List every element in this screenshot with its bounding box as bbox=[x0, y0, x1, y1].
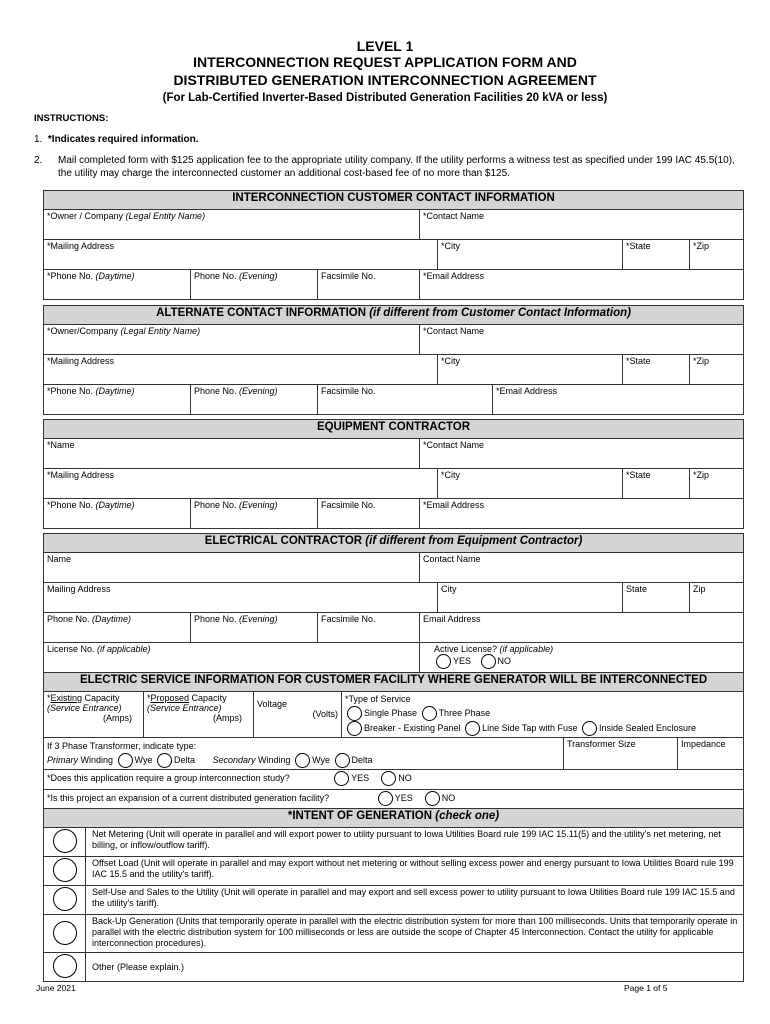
intent-option-checkbox[interactable] bbox=[44, 953, 86, 982]
city-field[interactable]: City bbox=[438, 583, 623, 613]
intent-of-generation-table bbox=[43, 808, 744, 982]
electric-service-table bbox=[43, 672, 744, 810]
impedance-field[interactable]: Impedance bbox=[678, 738, 744, 770]
footer-page-number: Page 1 of 5 bbox=[624, 983, 668, 993]
phone-daytime-field[interactable]: *Phone No. (Daytime) bbox=[44, 499, 191, 529]
zip-field[interactable]: *Zip bbox=[690, 240, 744, 270]
voltage-field[interactable]: Voltage (Volts) bbox=[254, 692, 342, 738]
contact-name-field[interactable]: Contact Name bbox=[420, 553, 744, 583]
license-field[interactable]: License No. (if applicable) bbox=[44, 643, 420, 673]
name-field[interactable]: Name bbox=[44, 553, 420, 583]
section-title: INTERCONNECTION CUSTOMER CONTACT INFORMATION bbox=[44, 191, 744, 210]
email-field[interactable]: Email Address bbox=[420, 613, 744, 643]
breaker-existing-panel-radio[interactable] bbox=[347, 721, 362, 736]
city-field[interactable]: *City bbox=[438, 469, 623, 499]
section-title: ELECTRIC SERVICE INFORMATION FOR CUSTOMER FACILITY WHERE GENERATOR WILL BE INTERCONNECTED bbox=[44, 673, 744, 692]
group-study-question: *Does this application require a group interconnection study? YES NO bbox=[44, 770, 744, 790]
fax-field[interactable]: Facsimile No. bbox=[318, 385, 493, 415]
mailing-address-field[interactable]: *Mailing Address bbox=[44, 469, 438, 499]
section-title: ALTERNATE CONTACT INFORMATION (if different from Customer Contact Information) bbox=[44, 306, 744, 325]
instruction-2: 2. Mail completed form with $125 application fee to the appropriate utility company. If the utility performs a witness test as specified under 199 IAC 45.5(10), the utility may charge the interconnected customer an additional cost-based fee of no more than $125. bbox=[34, 155, 735, 179]
owner-company-field[interactable]: *Owner / Company (Legal Entity Name) bbox=[44, 210, 420, 240]
zip-field[interactable]: *Zip bbox=[690, 469, 744, 499]
mailing-address-field[interactable]: *Mailing Address bbox=[44, 355, 438, 385]
three-phase-radio[interactable] bbox=[422, 706, 437, 721]
section-title: EQUIPMENT CONTRACTOR bbox=[44, 420, 744, 439]
proposed-capacity-field[interactable]: *Proposed Capacity (Service Entrance) (Amps) bbox=[144, 692, 254, 738]
email-field[interactable]: *Email Address bbox=[420, 270, 744, 300]
primary-delta-radio[interactable] bbox=[157, 753, 172, 768]
phone-daytime-field[interactable]: *Phone No. (Daytime) bbox=[44, 270, 191, 300]
mailing-address-field[interactable]: *Mailing Address bbox=[44, 240, 438, 270]
intent-option-other[interactable]: Other (Please explain.) bbox=[86, 953, 744, 982]
fax-field[interactable]: Facsimile No. bbox=[318, 270, 420, 300]
phone-evening-field[interactable]: Phone No. (Evening) bbox=[191, 270, 318, 300]
name-field[interactable]: *Name bbox=[44, 439, 420, 469]
intent-option-self-use: Self-Use and Sales to the Utility (Unit will operate in parallel and may export and sell excess power to utility pursuant to Iowa Utilities Board rule 199 IAC 15.5 and the utility's tariff). bbox=[86, 886, 744, 915]
phone-evening-field[interactable]: Phone No. (Evening) bbox=[191, 613, 318, 643]
form-title-line1: INTERCONNECTION REQUEST APPLICATION FORM AND bbox=[193, 54, 577, 70]
phone-daytime-field[interactable]: *Phone No. (Daytime) bbox=[44, 385, 191, 415]
transformer-type-field: If 3 Phase Transformer, indicate type: Primary Winding Wye Delta Secondary Winding Wye Delta bbox=[44, 738, 564, 770]
customer-contact-table bbox=[43, 190, 744, 300]
contact-name-field[interactable]: *Contact Name bbox=[420, 439, 744, 469]
email-field[interactable]: *Email Address bbox=[420, 499, 744, 529]
form-level: LEVEL 1 bbox=[356, 38, 414, 54]
intent-option-checkbox[interactable] bbox=[44, 857, 86, 886]
electrical-contractor-table bbox=[43, 533, 744, 673]
equipment-contractor-table bbox=[43, 419, 744, 529]
secondary-delta-radio[interactable] bbox=[335, 753, 350, 768]
state-field[interactable]: State bbox=[623, 583, 690, 613]
inside-sealed-enclosure-radio[interactable] bbox=[582, 721, 597, 736]
section-title: ELECTRICAL CONTRACTOR (if different from Equipment Contractor) bbox=[44, 534, 744, 553]
group-study-yes-radio[interactable] bbox=[334, 771, 349, 786]
footer-date: June 2021 bbox=[36, 983, 76, 993]
state-field[interactable]: *State bbox=[623, 469, 690, 499]
alternate-contact-table bbox=[43, 305, 744, 415]
existing-capacity-field[interactable]: *Existing Capacity (Service Entrance) (Amps) bbox=[44, 692, 144, 738]
zip-field[interactable]: Zip bbox=[690, 583, 744, 613]
phone-evening-field[interactable]: Phone No. (Evening) bbox=[191, 385, 318, 415]
transformer-size-field[interactable]: Transformer Size bbox=[564, 738, 678, 770]
intent-option-net-metering: Net Metering (Unit will operate in parallel and will export power to utility pursuant to Iowa Utilities Board rule 199 IAC 15.11(5) and the utility's net metering, net billing, or inflow/outflow tariff). bbox=[86, 828, 744, 857]
single-phase-radio[interactable] bbox=[347, 706, 362, 721]
expansion-yes-radio[interactable] bbox=[378, 791, 393, 806]
fax-field[interactable]: Facsimile No. bbox=[318, 613, 420, 643]
section-title: *INTENT OF GENERATION (check one) bbox=[44, 809, 744, 828]
intent-option-checkbox[interactable] bbox=[44, 915, 86, 953]
expansion-question: *Is this project an expansion of a current distributed generation facility? YES NO bbox=[44, 790, 744, 810]
active-license-field: Active License? (if applicable) YES NO bbox=[420, 643, 744, 673]
phone-evening-field[interactable]: Phone No. (Evening) bbox=[191, 499, 318, 529]
line-side-tap-radio[interactable] bbox=[465, 721, 480, 736]
instruction-1: 1. *Indicates required information. bbox=[34, 134, 199, 145]
form-title-line2: DISTRIBUTED GENERATION INTERCONNECTION AGREEMENT bbox=[173, 72, 597, 88]
group-study-no-radio[interactable] bbox=[381, 771, 396, 786]
city-field[interactable]: *City bbox=[438, 240, 623, 270]
active-no-radio[interactable] bbox=[481, 654, 496, 669]
owner-company-field[interactable]: *Owner/Company (Legal Entity Name) bbox=[44, 325, 420, 355]
state-field[interactable]: *State bbox=[623, 355, 690, 385]
state-field[interactable]: *State bbox=[623, 240, 690, 270]
intent-option-checkbox[interactable] bbox=[44, 886, 86, 915]
form-subtitle: (For Lab-Certified Inverter-Based Distributed Generation Facilities 20 kVA or less) bbox=[162, 92, 608, 104]
zip-field[interactable]: *Zip bbox=[690, 355, 744, 385]
email-field[interactable]: *Email Address bbox=[493, 385, 744, 415]
city-field[interactable]: *City bbox=[438, 355, 623, 385]
intent-option-checkbox[interactable] bbox=[44, 828, 86, 857]
intent-option-back-up: Back-Up Generation (Units that temporarily operate in parallel with the electric distribution system for more than 100 milliseconds. Units that temporarily operate in parallel with the electric distribution system for 100 milliseconds or less are outside the scope of Chapter 45 Interconnection. Contact the utility for applicable interconnection procedures). bbox=[86, 915, 744, 953]
fax-field[interactable]: Facsimile No. bbox=[318, 499, 420, 529]
contact-name-field[interactable]: *Contact Name bbox=[420, 325, 744, 355]
active-yes-radio[interactable] bbox=[436, 654, 451, 669]
mailing-address-field[interactable]: Mailing Address bbox=[44, 583, 438, 613]
expansion-no-radio[interactable] bbox=[425, 791, 440, 806]
type-of-service-field: *Type of Service Single Phase Three Phase Breaker - Existing Panel Line Side Tap with Fuse Inside Sealed Enclosure bbox=[342, 692, 744, 738]
primary-wye-radio[interactable] bbox=[118, 753, 133, 768]
instructions-heading: INSTRUCTIONS: bbox=[34, 113, 109, 124]
phone-daytime-field[interactable]: Phone No. (Daytime) bbox=[44, 613, 191, 643]
contact-name-field[interactable]: *Contact Name bbox=[420, 210, 744, 240]
secondary-wye-radio[interactable] bbox=[295, 753, 310, 768]
intent-option-offset-load: Offset Load (Unit will operate in parallel and may export without net metering or without selling excess power and energy pursuant to Iowa Utilities Board rule 199 IAC 15.5 and the utility's tariff). bbox=[86, 857, 744, 886]
